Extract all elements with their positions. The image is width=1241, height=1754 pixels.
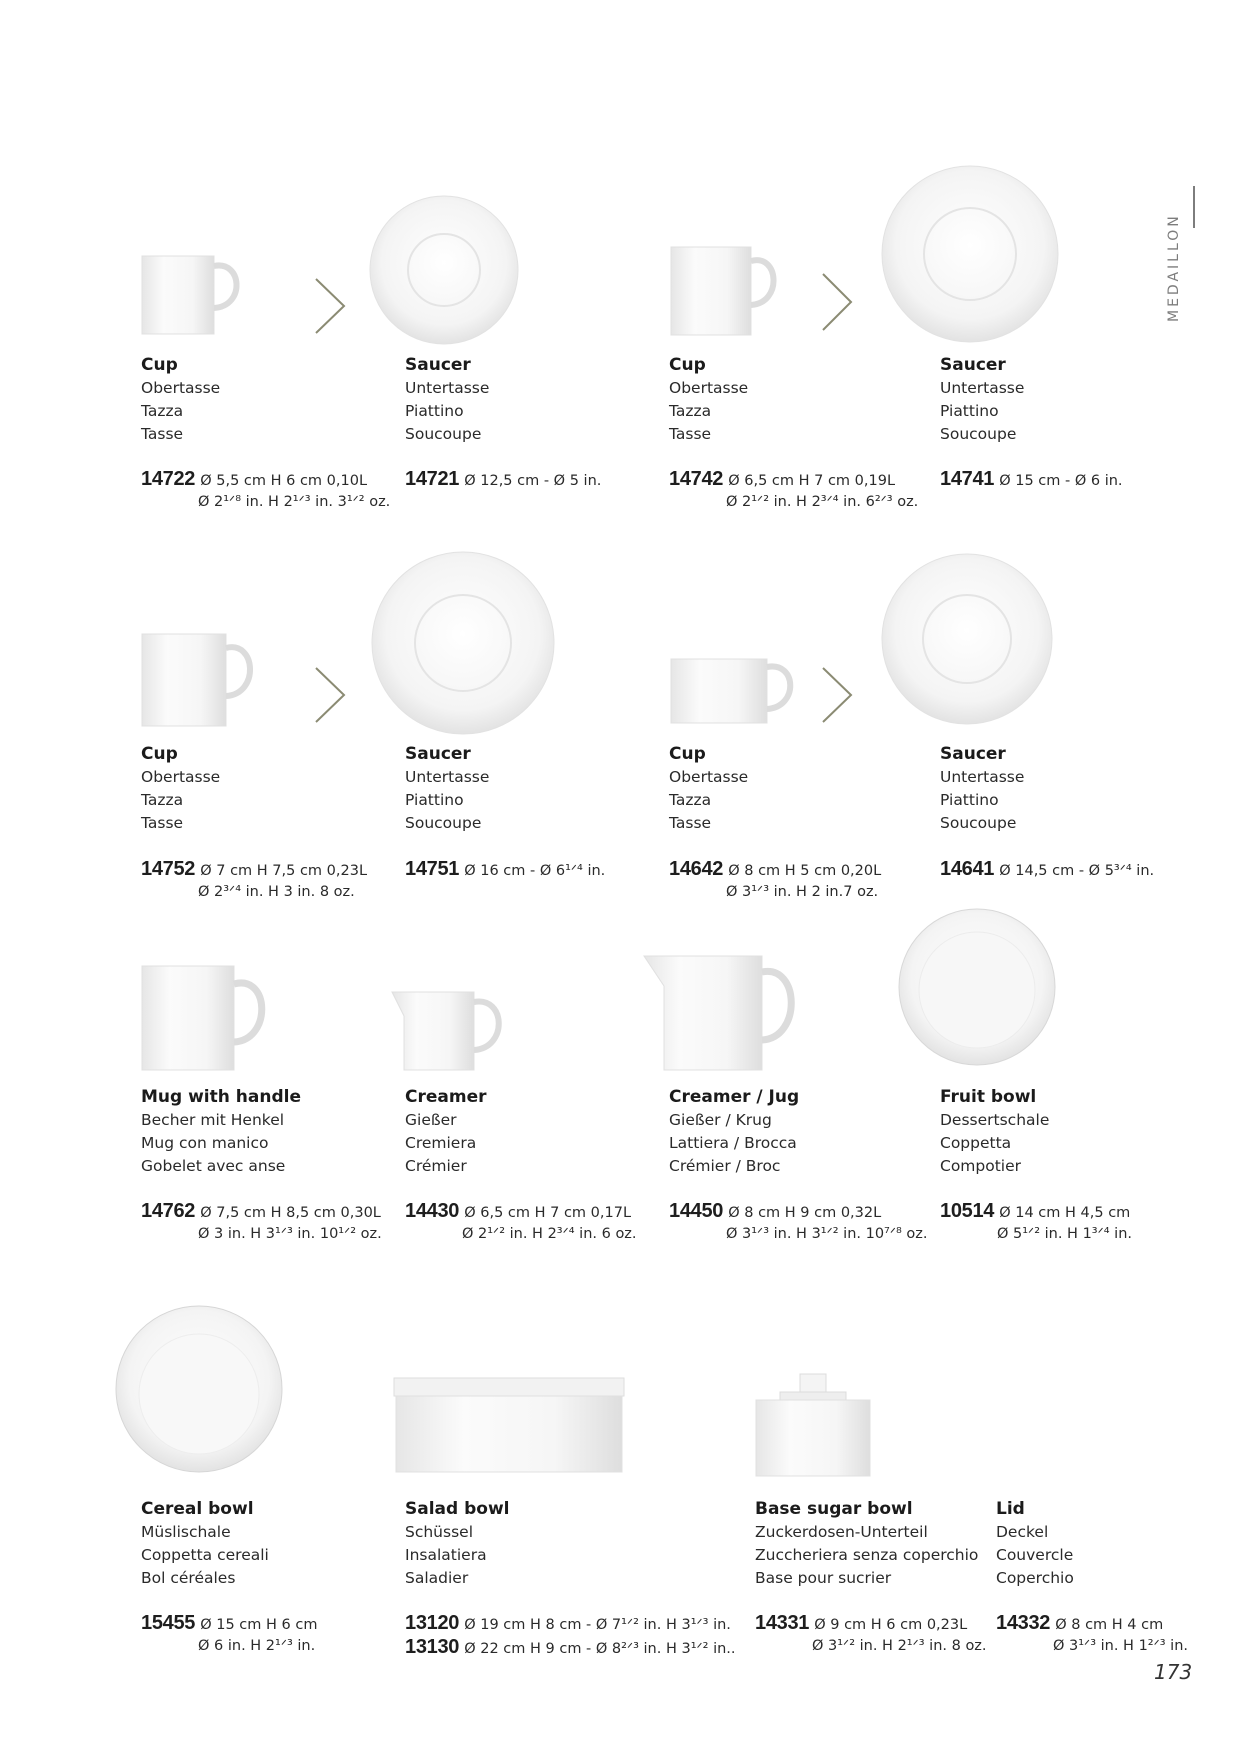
spec-14722 xyxy=(141,468,367,491)
spec-14741 xyxy=(940,468,1123,491)
product-title: Lid xyxy=(996,1499,1025,1519)
saucer-14721-image xyxy=(366,192,522,348)
product-cup-14742 xyxy=(669,354,909,446)
product-name-de: Gießer / Krug xyxy=(669,1111,772,1129)
dimensions-imperial: Ø 2³ᐟ⁴ in. H 3 in. 8 oz. xyxy=(198,884,355,900)
product-name-de: Müslischale xyxy=(141,1523,231,1541)
product-name-de: Obertasse xyxy=(669,768,749,786)
product-title: Fruit bowl xyxy=(940,1087,1037,1107)
product-name-fr: Soucoupe xyxy=(940,425,1017,443)
product-title: Saucer xyxy=(940,355,1006,375)
article-code: 14722 xyxy=(141,468,196,490)
article-code: 14721 xyxy=(405,468,460,490)
spec-14332 xyxy=(996,1612,1163,1635)
product-sugar-bowl-14331 xyxy=(755,1498,995,1590)
product-name-fr: Tasse xyxy=(669,814,712,832)
dimensions-metric: Ø 14,5 cm - Ø 5³ᐟ⁴ in. xyxy=(999,863,1155,879)
dimensions-imperial: Ø 3¹ᐟ² in. H 2¹ᐟ³ in. 8 oz. xyxy=(812,1638,987,1654)
dimensions-imperial: Ø 6 in. H 2¹ᐟ³ in. xyxy=(198,1638,316,1654)
dimensions-metric: Ø 8 cm H 5 cm 0,20L xyxy=(728,863,882,879)
article-code: 14742 xyxy=(669,468,724,490)
product-name-de: Untertasse xyxy=(405,768,490,786)
dimensions-metric: Ø 22 cm H 9 cm - Ø 8²ᐟ³ in. H 3¹ᐟ² in.. xyxy=(464,1641,736,1657)
side-divider xyxy=(1193,186,1195,228)
product-name-de: Untertasse xyxy=(405,379,490,397)
article-code: 14752 xyxy=(141,858,196,880)
dimensions-metric: Ø 15 cm H 6 cm xyxy=(200,1617,318,1633)
product-saucer-14641 xyxy=(940,743,1180,835)
product-title: Base sugar bowl xyxy=(755,1499,913,1519)
product-name-it: Coppetta cereali xyxy=(141,1546,269,1564)
article-code: 14331 xyxy=(755,1612,810,1634)
spec-14450 xyxy=(669,1200,881,1223)
product-name-de: Obertasse xyxy=(669,379,749,397)
dimensions-metric: Ø 6,5 cm H 7 cm 0,17L xyxy=(464,1205,632,1221)
dimensions-imperial: Ø 2¹ᐟ² in. H 2³ᐟ⁴ in. 6 oz. xyxy=(462,1226,637,1242)
dimensions-metric: Ø 8 cm H 9 cm 0,32L xyxy=(728,1205,882,1221)
product-name-fr: Soucoupe xyxy=(405,814,482,832)
dimensions-metric: Ø 8 cm H 4 cm xyxy=(1055,1617,1164,1633)
product-name-it: Insalatiera xyxy=(405,1546,487,1564)
dimensions-metric: Ø 12,5 cm - Ø 5 in. xyxy=(464,473,602,489)
saucer-14751-image xyxy=(368,548,558,738)
product-name-fr: Soucoupe xyxy=(940,814,1017,832)
spec-14331 xyxy=(755,1612,967,1635)
product-title: Cup xyxy=(669,744,706,764)
dimensions-imperial: Ø 3¹ᐟ³ in. H 3¹ᐟ² in. 10⁷ᐟ⁸ oz. xyxy=(726,1226,928,1242)
product-mug-14762 xyxy=(141,1086,381,1178)
article-code: 14332 xyxy=(996,1612,1051,1634)
spec-14742 xyxy=(669,468,895,491)
product-salad-bowl-13120 xyxy=(405,1498,645,1590)
spec-14762 xyxy=(141,1200,381,1223)
product-cereal-bowl-15455 xyxy=(141,1498,381,1590)
saucer-14741-image xyxy=(878,162,1062,346)
article-code: 14430 xyxy=(405,1200,460,1222)
product-name-fr: Saladier xyxy=(405,1569,469,1587)
product-name-de: Dessertschale xyxy=(940,1111,1050,1129)
dimensions-imperial: Ø 3 in. H 3¹ᐟ³ in. 10¹ᐟ² oz. xyxy=(198,1226,382,1242)
dimensions-metric: Ø 16 cm - Ø 6¹ᐟ⁴ in. xyxy=(464,863,606,879)
product-name-de: Untertasse xyxy=(940,379,1025,397)
article-code: 13120 xyxy=(405,1612,460,1634)
spec-15455 xyxy=(141,1612,317,1635)
product-name-fr: Gobelet avec anse xyxy=(141,1157,286,1175)
chevron-right-icon xyxy=(310,664,350,726)
creamer-jug-14450-image xyxy=(640,952,802,1074)
product-title: Cup xyxy=(141,355,178,375)
product-name-it: Piattino xyxy=(405,791,464,809)
spec-14751 xyxy=(405,858,605,881)
product-name-it: Piattino xyxy=(940,402,999,420)
product-fruit-bowl-10514 xyxy=(940,1086,1180,1178)
spec-10514 xyxy=(940,1200,1130,1223)
product-saucer-14721 xyxy=(405,354,645,446)
dimensions-metric: Ø 7,5 cm H 8,5 cm 0,30L xyxy=(200,1205,381,1221)
article-code: 15455 xyxy=(141,1612,196,1634)
product-saucer-14751 xyxy=(405,743,645,835)
article-code: 14751 xyxy=(405,858,460,880)
product-title: Cup xyxy=(141,744,178,764)
chevron-right-icon xyxy=(817,270,857,334)
salad-bowl-13120-image xyxy=(390,1374,628,1478)
product-title: Saucer xyxy=(940,744,1006,764)
spec-13130 xyxy=(405,1636,736,1659)
sugar-bowl-14331-image xyxy=(752,1370,876,1480)
page-number: 173 xyxy=(1154,1660,1193,1684)
dimensions-imperial: Ø 5¹ᐟ² in. H 1³ᐟ⁴ in. xyxy=(997,1226,1132,1242)
product-name-it: Tazza xyxy=(141,402,184,420)
dimensions-imperial: Ø 2¹ᐟ⁸ in. H 2¹ᐟ³ in. 3¹ᐟ² oz. xyxy=(198,494,391,510)
product-lid-14332 xyxy=(996,1498,1236,1590)
product-name-it: Couvercle xyxy=(996,1546,1074,1564)
dimensions-metric: Ø 6,5 cm H 7 cm 0,19L xyxy=(728,473,896,489)
dimensions-metric: Ø 9 cm H 6 cm 0,23L xyxy=(814,1617,968,1633)
dimensions-imperial: Ø 3¹ᐟ³ in. H 2 in.7 oz. xyxy=(726,884,879,900)
product-name-de: Obertasse xyxy=(141,768,221,786)
chevron-right-icon xyxy=(817,664,857,726)
product-name-it: Tazza xyxy=(141,791,184,809)
product-name-it: Piattino xyxy=(405,402,464,420)
product-name-fr: Crémier / Broc xyxy=(669,1157,781,1175)
product-name-fr: Tasse xyxy=(141,814,184,832)
product-name-it: Mug con manico xyxy=(141,1134,269,1152)
product-title: Creamer / Jug xyxy=(669,1087,800,1107)
spec-14430 xyxy=(405,1200,631,1223)
product-name-it: Piattino xyxy=(940,791,999,809)
product-creamer-jug-14450 xyxy=(669,1086,909,1178)
spec-14721 xyxy=(405,468,601,491)
mug-14762-image xyxy=(138,962,274,1074)
article-code: 14741 xyxy=(940,468,995,490)
dimensions-metric: Ø 15 cm - Ø 6 in. xyxy=(999,473,1123,489)
product-name-de: Obertasse xyxy=(141,379,221,397)
product-title: Saucer xyxy=(405,744,471,764)
article-code: 10514 xyxy=(940,1200,995,1222)
product-name-fr: Crémier xyxy=(405,1157,467,1175)
saucer-14641-image xyxy=(878,550,1056,728)
product-title: Cup xyxy=(669,355,706,375)
product-name-de: Zuckerdosen-Unterteil xyxy=(755,1523,928,1541)
product-name-fr: Tasse xyxy=(669,425,712,443)
article-code: 14450 xyxy=(669,1200,724,1222)
product-name-fr: Compotier xyxy=(940,1157,1022,1175)
dimensions-metric: Ø 19 cm H 8 cm - Ø 7¹ᐟ² in. H 3¹ᐟ³ in. xyxy=(464,1617,731,1633)
cup-14642-image xyxy=(667,655,801,727)
product-cup-14722 xyxy=(141,354,381,446)
chevron-right-icon xyxy=(310,275,350,337)
dimensions-imperial: Ø 2¹ᐟ² in. H 2³ᐟ⁴ in. 6²ᐟ³ oz. xyxy=(726,494,919,510)
article-code: 14762 xyxy=(141,1200,196,1222)
article-code: 14641 xyxy=(940,858,995,880)
product-name-fr: Base pour sucrier xyxy=(755,1569,892,1587)
product-title: Creamer xyxy=(405,1087,487,1107)
product-name-de: Untertasse xyxy=(940,768,1025,786)
product-name-it: Zuccheriera senza coperchio xyxy=(755,1546,979,1564)
product-name-it: Coppetta xyxy=(940,1134,1012,1152)
product-name-it: Tazza xyxy=(669,791,712,809)
fruit-bowl-10514-image xyxy=(896,906,1058,1068)
product-name-de: Schüssel xyxy=(405,1523,474,1541)
spec-14641 xyxy=(940,858,1154,881)
product-name-de: Gießer xyxy=(405,1111,457,1129)
product-name-de: Becher mit Henkel xyxy=(141,1111,285,1129)
dimensions-metric: Ø 14 cm H 4,5 cm xyxy=(999,1205,1131,1221)
cereal-bowl-15455-image xyxy=(112,1302,286,1476)
product-name-fr: Bol céréales xyxy=(141,1569,236,1587)
product-name-it: Lattiera / Brocca xyxy=(669,1134,797,1152)
dimensions-metric: Ø 7 cm H 7,5 cm 0,23L xyxy=(200,863,368,879)
product-name-fr: Tasse xyxy=(141,425,184,443)
collection-label: MEDAILLON xyxy=(1166,213,1182,322)
product-name-de: Deckel xyxy=(996,1523,1049,1541)
product-saucer-14741 xyxy=(940,354,1180,446)
dimensions-imperial: Ø 3¹ᐟ³ in. H 1²ᐟ³ in. xyxy=(1053,1638,1188,1654)
product-title: Cereal bowl xyxy=(141,1499,254,1519)
article-code: 13130 xyxy=(405,1636,460,1658)
product-cup-14642 xyxy=(669,743,909,835)
product-cup-14752 xyxy=(141,743,381,835)
product-title: Saucer xyxy=(405,355,471,375)
product-title: Mug with handle xyxy=(141,1087,301,1107)
spec-14752 xyxy=(141,858,367,881)
product-creamer-14430 xyxy=(405,1086,645,1178)
spec-13120 xyxy=(405,1612,731,1635)
cup-14722-image xyxy=(138,252,248,338)
product-name-it: Cremiera xyxy=(405,1134,477,1152)
spec-14642 xyxy=(669,858,881,881)
product-name-fr: Coperchio xyxy=(996,1569,1074,1587)
cup-14742-image xyxy=(667,243,785,339)
product-name-it: Tazza xyxy=(669,402,712,420)
product-name-fr: Soucoupe xyxy=(405,425,482,443)
creamer-14430-image xyxy=(388,988,512,1074)
dimensions-metric: Ø 5,5 cm H 6 cm 0,10L xyxy=(200,473,368,489)
product-title: Salad bowl xyxy=(405,1499,510,1519)
cup-14752-image xyxy=(138,630,262,730)
article-code: 14642 xyxy=(669,858,724,880)
